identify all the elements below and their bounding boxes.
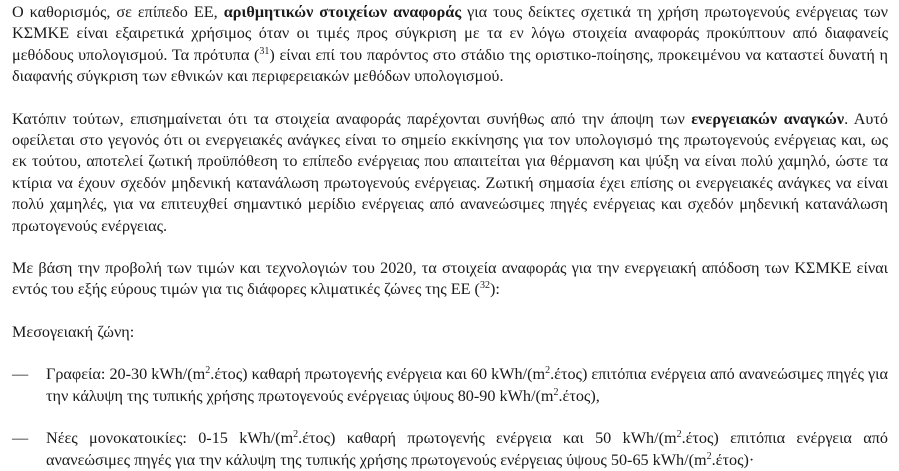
paragraph-spacer [12, 301, 888, 322]
list-item-text: Νέες μονοκατοικίες: 0-15 kWh/$(m^2.έ\tau o\varsigma)$ καθαρή πρωτογενής ενέργεια και 50 kWh/$(m^2.έ\tau o\varsigma)$ επιτόπια ενέργεια από ανανεώσιμες πηγές για την κάλυψη της τυπικής χρήσης πρωτογενούς ενέργειας ύψους 50-65 kWh/$(m^2.έ\tau o\varsigma)\cdot$ [46, 429, 888, 469]
bold-term: αριθμητικών στοιχείων αναφοράς [223, 3, 462, 21]
text-run: ) είναι επί του παρόντος στο στάδιο της οριστικο-ποίησης, προκειμένου να καταστεί δυνατή η διαφανής σύγκριση των εθνικών και περιφερειακών μεθόδων υπολογισμού. [12, 45, 888, 86]
footnote-ref[interactable]: 32 [479, 280, 490, 292]
list-item-single-family-houses [12, 428, 888, 471]
list-item-offices [12, 364, 888, 407]
text-run: για τους δείκτες σχετικά τη χρήση πρωτογενούς ενέργειας των ΚΣΜΚΕ είναι εξαιρετικά χρήσιμος όταν οι τιμές προς σύγκριση με τα εν λόγω στοιχεία αναφοράς προκύπτουν από διαφανείς μεθόδους υπολογισμού. Τα πρότυπα ( [12, 3, 889, 64]
paragraph-spacer [12, 343, 888, 364]
footnote-ref[interactable]: 31 [259, 45, 270, 57]
text-run: . Αυτό οφείλεται στο γεγονός ότι οι ενεργειακές ανάγκες είναι το σημείο εκκίνησης για τον υπολογισμό της πρωτογενούς ενέργειας και, ως εκ τούτου, αποτελεί ζωτική προϋπόθεση το επίπεδο ενέργειας που απαιτείται για θέρμανση και ψύξη να είναι πολύ χαμηλό, ώστε τα κτίρια να έχουν σχεδόν μηδενική κατανάλωση πρωτογενούς ενέργειας. Ζωτική σημασία έχει επίσης οι ενεργειακές ανάγκες να είναι πολύ χαμηλές, για να επιτευχθεί σημαντικό μερίδιο ενέργειας από ανανεώσιμες πηγές ενέργειας και σχεδόν μηδενική κατανάλωση πρωτογενούς ενέργειας. [12, 109, 888, 235]
paragraph-spacer [12, 237, 888, 258]
paragraph-benchmarks [12, 2, 888, 88]
text-run: ): [489, 280, 500, 299]
dash-bullet: — [12, 365, 29, 384]
text-run: Κατόπιν τούτων, επισημαίνεται ότι τα στοιχεία αναφοράς παρέχονται συνήθως από την άποψη των [12, 109, 692, 128]
paragraph-energy-needs [12, 109, 888, 237]
paragraph-spacer [12, 88, 888, 109]
dash-bullet: — [12, 429, 29, 448]
text-run: Με βάση την προβολή των τιμών και τεχνολογιών του 2020, τα στοιχεία αναφοράς για την ενεργειακή απόδοση των ΚΣΜΚΕ είναι εντός του εξής εύρους τιμών για τις διάφορες κλιματικές ζώνες της ΕΕ ( [12, 259, 888, 299]
zone-heading: Μεσογειακή ζώνη: [12, 322, 135, 341]
text-run: Ο καθορισμός, σε επίπεδο ΕΕ, [12, 3, 224, 21]
bold-term: ενεργειακών αναγκών [691, 109, 845, 128]
paragraph-spacer [12, 407, 888, 428]
list-item-text: Γραφεία: 20-30 kWh/$(m^2.έ\tau o\varsigma)$ καθαρή πρωτογενής ενέργεια και 60 kWh/$(m^2.έ\tau o\varsigma)$ επιτόπια ενέργεια από ανανεώσιμες πηγές για την κάλυψη της τυπικής χρήσης πρωτογενούς ενέργειας ύψους 80-90 kWh/$(m^2.έ\tau o\varsigma)$, [46, 365, 888, 405]
paragraph-2020-projection [12, 258, 888, 301]
